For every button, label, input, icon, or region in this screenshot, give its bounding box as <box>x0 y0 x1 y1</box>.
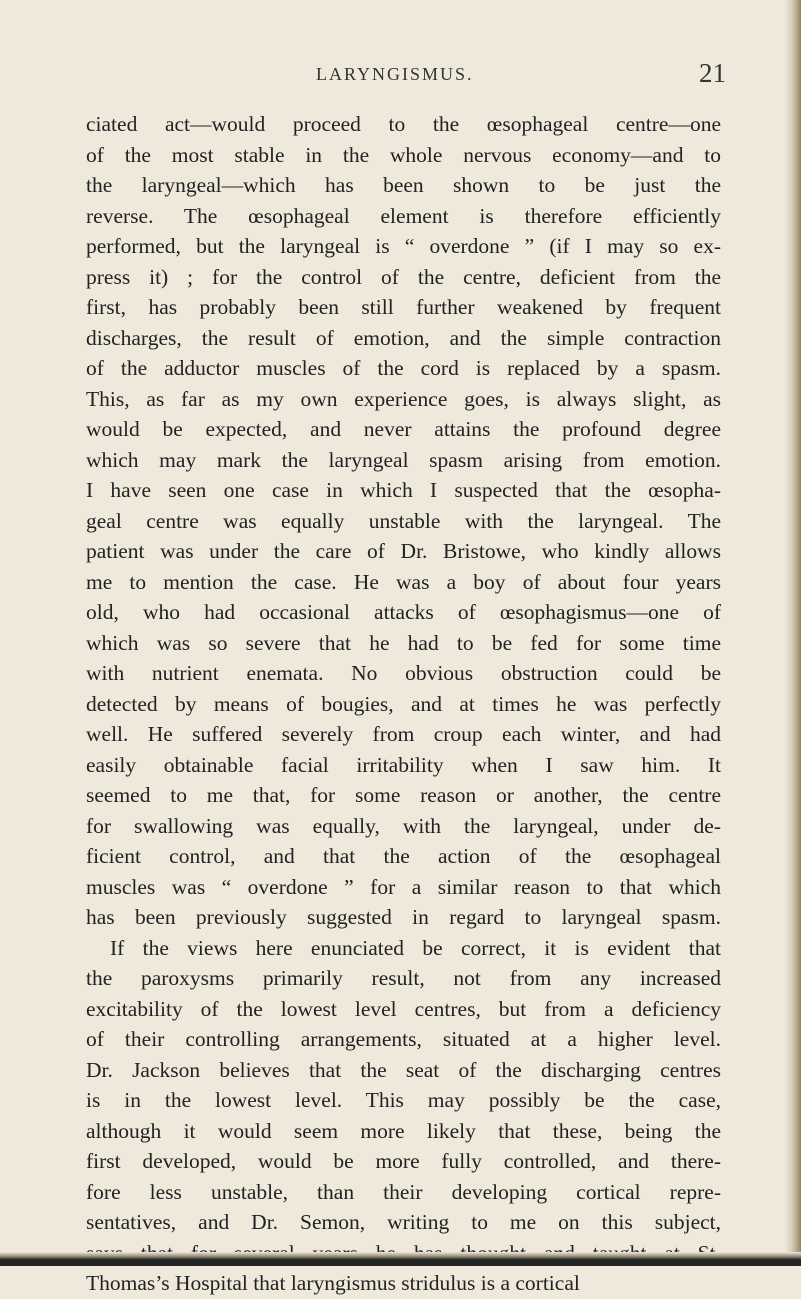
text-line: ficient control, and that the action of the œsophageal <box>86 844 721 868</box>
page-bottom-border <box>0 1252 801 1266</box>
text-line: geal centre was equally unstable with the laryngeal. The <box>86 508 721 533</box>
text-line: has been previously suggested in regard to laryngeal spasm. <box>86 905 721 929</box>
page-edge-shadow <box>785 0 801 1266</box>
text-line: discharges, the result of emotion, and the simple contraction <box>86 325 721 350</box>
text-line: with nutrient enemata. No obvious obstruction could be <box>86 661 721 685</box>
text-line: excitability of the lowest level centres, but from a deficiency <box>86 996 721 1021</box>
text-line: Dr. Jackson believes that the seat of the discharging centres <box>86 1057 721 1082</box>
text-line: well. He suffered severely from croup each winter, and had <box>86 722 721 746</box>
text-line: fore less unstable, than their developing cortical repre- <box>86 1179 721 1204</box>
paragraph-start-line: If the views here enunciated be correct, it is evident that <box>110 935 721 960</box>
text-line: which was so severe that he had to be fed for some time <box>86 630 721 655</box>
text-line: old, who had occasional attacks of œsophagismus—one of <box>86 600 721 624</box>
text-line: first, has probably been still further weakened by frequent <box>86 295 721 319</box>
text-line: easily obtainable facial irritability when I saw him. It <box>86 752 721 777</box>
body-text <box>86 109 721 1299</box>
text-line: reverse. The œsophageal element is therefore efficiently <box>86 203 721 228</box>
text-line: first developed, would be more fully controlled, and there- <box>86 1149 721 1173</box>
text-line: seemed to me that, for some reason or another, the centre <box>86 783 721 807</box>
text-line: would be expected, and never attains the profound degree <box>86 417 721 441</box>
text-line: of the most stable in the whole nervous economy—and to <box>86 142 721 167</box>
text-line: of their controlling arrangements, situated at a higher level. <box>86 1027 721 1051</box>
text-line: of the adductor muscles of the cord is replaced by a spasm. <box>86 356 721 380</box>
text-line: the laryngeal—which has been shown to be just the <box>86 173 721 197</box>
text-line: Thomas’s Hospital that laryngismus stridulus is a cortical <box>86 1271 580 1295</box>
text-line: I have seen one case in which I suspected that the œsopha- <box>86 478 721 502</box>
text-line: patient was under the care of Dr. Bristowe, who kindly allows <box>86 539 721 563</box>
text-line: which may mark the laryngeal spasm arising from emotion. <box>86 447 721 472</box>
text-line: although it would seem more likely that these, being the <box>86 1118 721 1143</box>
text-line: the paroxysms primarily result, not from any increased <box>86 966 721 990</box>
page-number: 21 <box>699 58 726 88</box>
text-line: performed, but the laryngeal is “ overdone ” (if I may so ex- <box>86 234 721 258</box>
text-line: sentatives, and Dr. Semon, writing to me on this subject, <box>86 1210 721 1234</box>
running-head <box>0 58 801 92</box>
text-line: me to mention the case. He was a boy of about four years <box>86 569 721 594</box>
text-line: is in the lowest level. This may possibly be the case, <box>86 1088 721 1112</box>
text-line: for swallowing was equally, with the laryngeal, under de- <box>86 813 721 838</box>
text-line: press it) ; for the control of the centre, deficient from the <box>86 264 721 289</box>
text-line: ciated act—would proceed to the œsophageal centre—one <box>86 112 721 136</box>
text-line: muscles was “ overdone ” for a similar reason to that which <box>86 874 721 899</box>
text-line: This, as far as my own experience goes, is always slight, as <box>86 386 721 411</box>
running-title: LARYNGISMUS. <box>316 64 474 84</box>
text-line: detected by means of bougies, and at times he was perfectly <box>86 691 721 716</box>
